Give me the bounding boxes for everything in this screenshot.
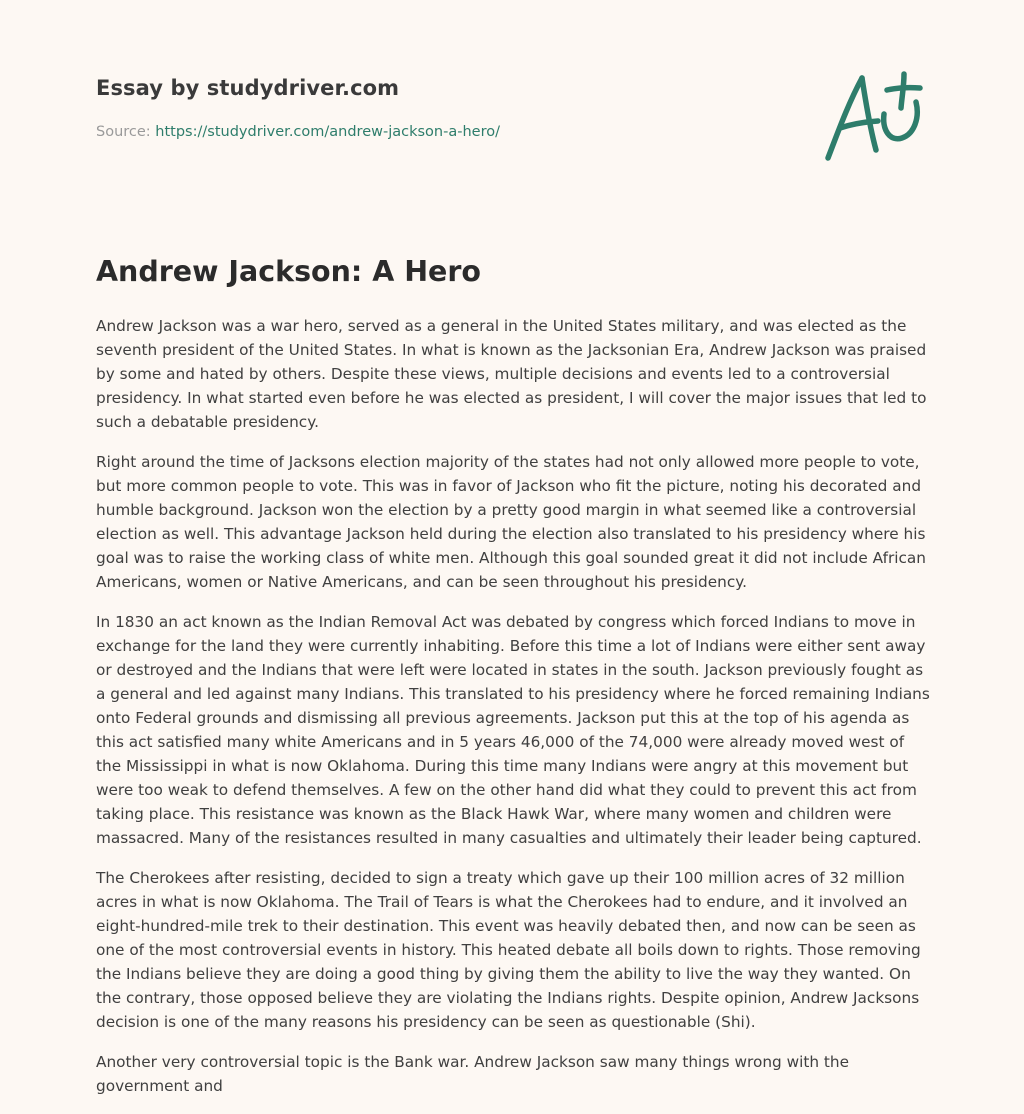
article-title: Andrew Jackson: A Hero — [96, 255, 482, 288]
brand-title: Essay by studydriver.com — [96, 76, 400, 100]
a-plus-logo-icon — [824, 66, 928, 166]
paragraph: Another very controversial topic is the Bank war. Andrew Jackson saw many things wrong with the government and — [96, 1053, 850, 1095]
paragraph: Andrew Jackson was a war hero, served as a general in the United States military, and was elected as the seventh president of the United States. In what is known as the Jacksonian Era, Andrew Jackson was praised by some and hated by others. Despite these views, multiple decisions and events led to a controversial presidency. In what started even before he was elected as president, I will cover the major issues that led to such a debatable presidency. — [96, 317, 927, 431]
paragraph: Right around the time of Jacksons election majority of the states had not only allowed more people to vote, but more common people to vote. This was in favor of Jackson who fit the picture, noting his decorated and humble background. Jackson won the election by a pretty good margin in what seemed like a controversial election as well. This advantage Jackson held during the election also translated to his presidency where his goal was to raise the working class of white men. Although this goal sounded great it did not include African Americans, women or Native Americans, and can be seen throughout his presidency. — [96, 453, 926, 591]
source-label: Source: — [96, 124, 156, 140]
paragraph: In 1830 an act known as the Indian Removal Act was debated by congress which forced Indians to move in exchange for the land they were currently inhabiting. Before this time a lot of Indians were either sent away or destroyed and the Indians that were left were located in states in the south. Jackson previously fought as a general and led against many Indians. This translated to his presidency where he forced remaining Indians onto Federal grounds and dismissing all previous agreements. Jackson put this at the top of his agenda as this act satisfied many white Americans and in 5 years 46,000 of the 74,000 were already moved west of the Mississippi in what is now Oklahoma. During this time many Indians were angry at this movement but were too weak to defend themselves. A few on the other hand did what they could to prevent this act from taking place. This resistance was known as the Black Hawk War, where many women and children were massacred. Many of the resistances resulted in many casualties and ultimately their leader being captured. — [96, 613, 930, 847]
page-header — [96, 0, 928, 200]
article-body — [96, 314, 932, 1114]
source-line — [96, 124, 500, 140]
paragraph: The Cherokees after resisting, decided to sign a treaty which gave up their 100 million acres of 32 million acres in what is now Oklahoma. The Trail of Tears is what the Cherokees had to endure, and it involved an eight-hundred-mile trek to their destination. This event was heavily debated then, and now can be seen as one of the most controversial events in history. This heated debate all boils down to rights. Those removing the Indians believe they are doing a good thing by giving them the ability to live the way they wanted. On the contrary, those opposed believe they are violating the Indians rights. Despite opinion, Andrew Jacksons decision is one of the many reasons his presidency can be seen as questionable (Shi). — [96, 869, 921, 1031]
source-link[interactable]: https://studydriver.com/andrew-jackson-a-hero/ — [155, 124, 500, 140]
